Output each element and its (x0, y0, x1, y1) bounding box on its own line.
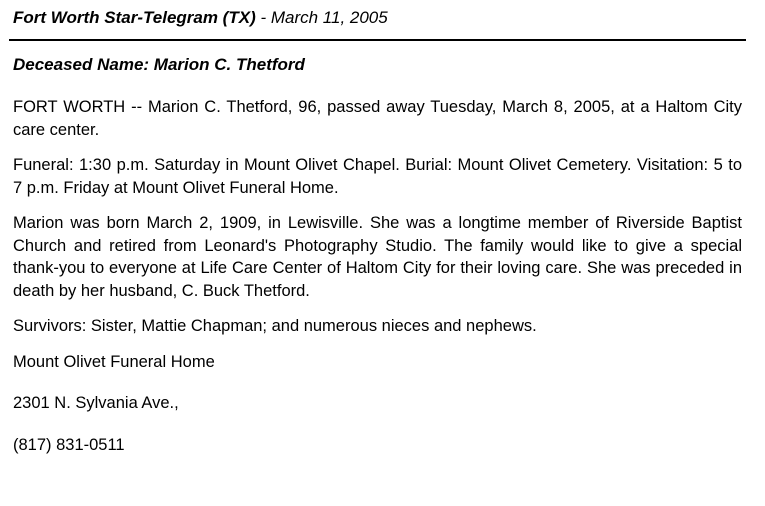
paragraph-intro: FORT WORTH -- Marion C. Thetford, 96, passed away Tuesday, March 8, 2005, at a Haltom City care center. (13, 98, 742, 139)
paragraph-services: Funeral: 1:30 p.m. Saturday in Mount Olivet Chapel. Burial: Mount Olivet Cemetery. Visitation: 5 to 7 p.m. Friday at Mount Olivet Funeral Home. (13, 156, 742, 197)
publication-header (13, 7, 388, 29)
obituary-body (13, 96, 742, 475)
header-divider (9, 39, 746, 41)
publication-date: March 11, 2005 (270, 8, 388, 27)
funeral-home-name: Mount Olivet Funeral Home (13, 352, 215, 371)
funeral-home-address: 2301 N. Sylvania Ave., (13, 394, 179, 412)
header-separator: - (255, 8, 271, 27)
paragraph-survivors: Survivors: Sister, Mattie Chapman; and numerous nieces and nephews. (13, 317, 537, 335)
deceased-name: Deceased Name: Marion C. Thetford (13, 55, 305, 74)
paragraph-biography: Marion was born March 2, 1909, in Lewisville. She was a longtime member of Riverside Baptist Church and retired from Leonard's Photography Studio. The family would like to give a special thank-you to everyone at Life Care Center of Haltom City for their loving care. She was preceded in death by her husband, C. Buck Thetford. (13, 214, 742, 300)
funeral-home-phone: (817) 831-0511 (13, 435, 125, 454)
publication-name: Fort Worth Star-Telegram (TX) (13, 8, 256, 27)
